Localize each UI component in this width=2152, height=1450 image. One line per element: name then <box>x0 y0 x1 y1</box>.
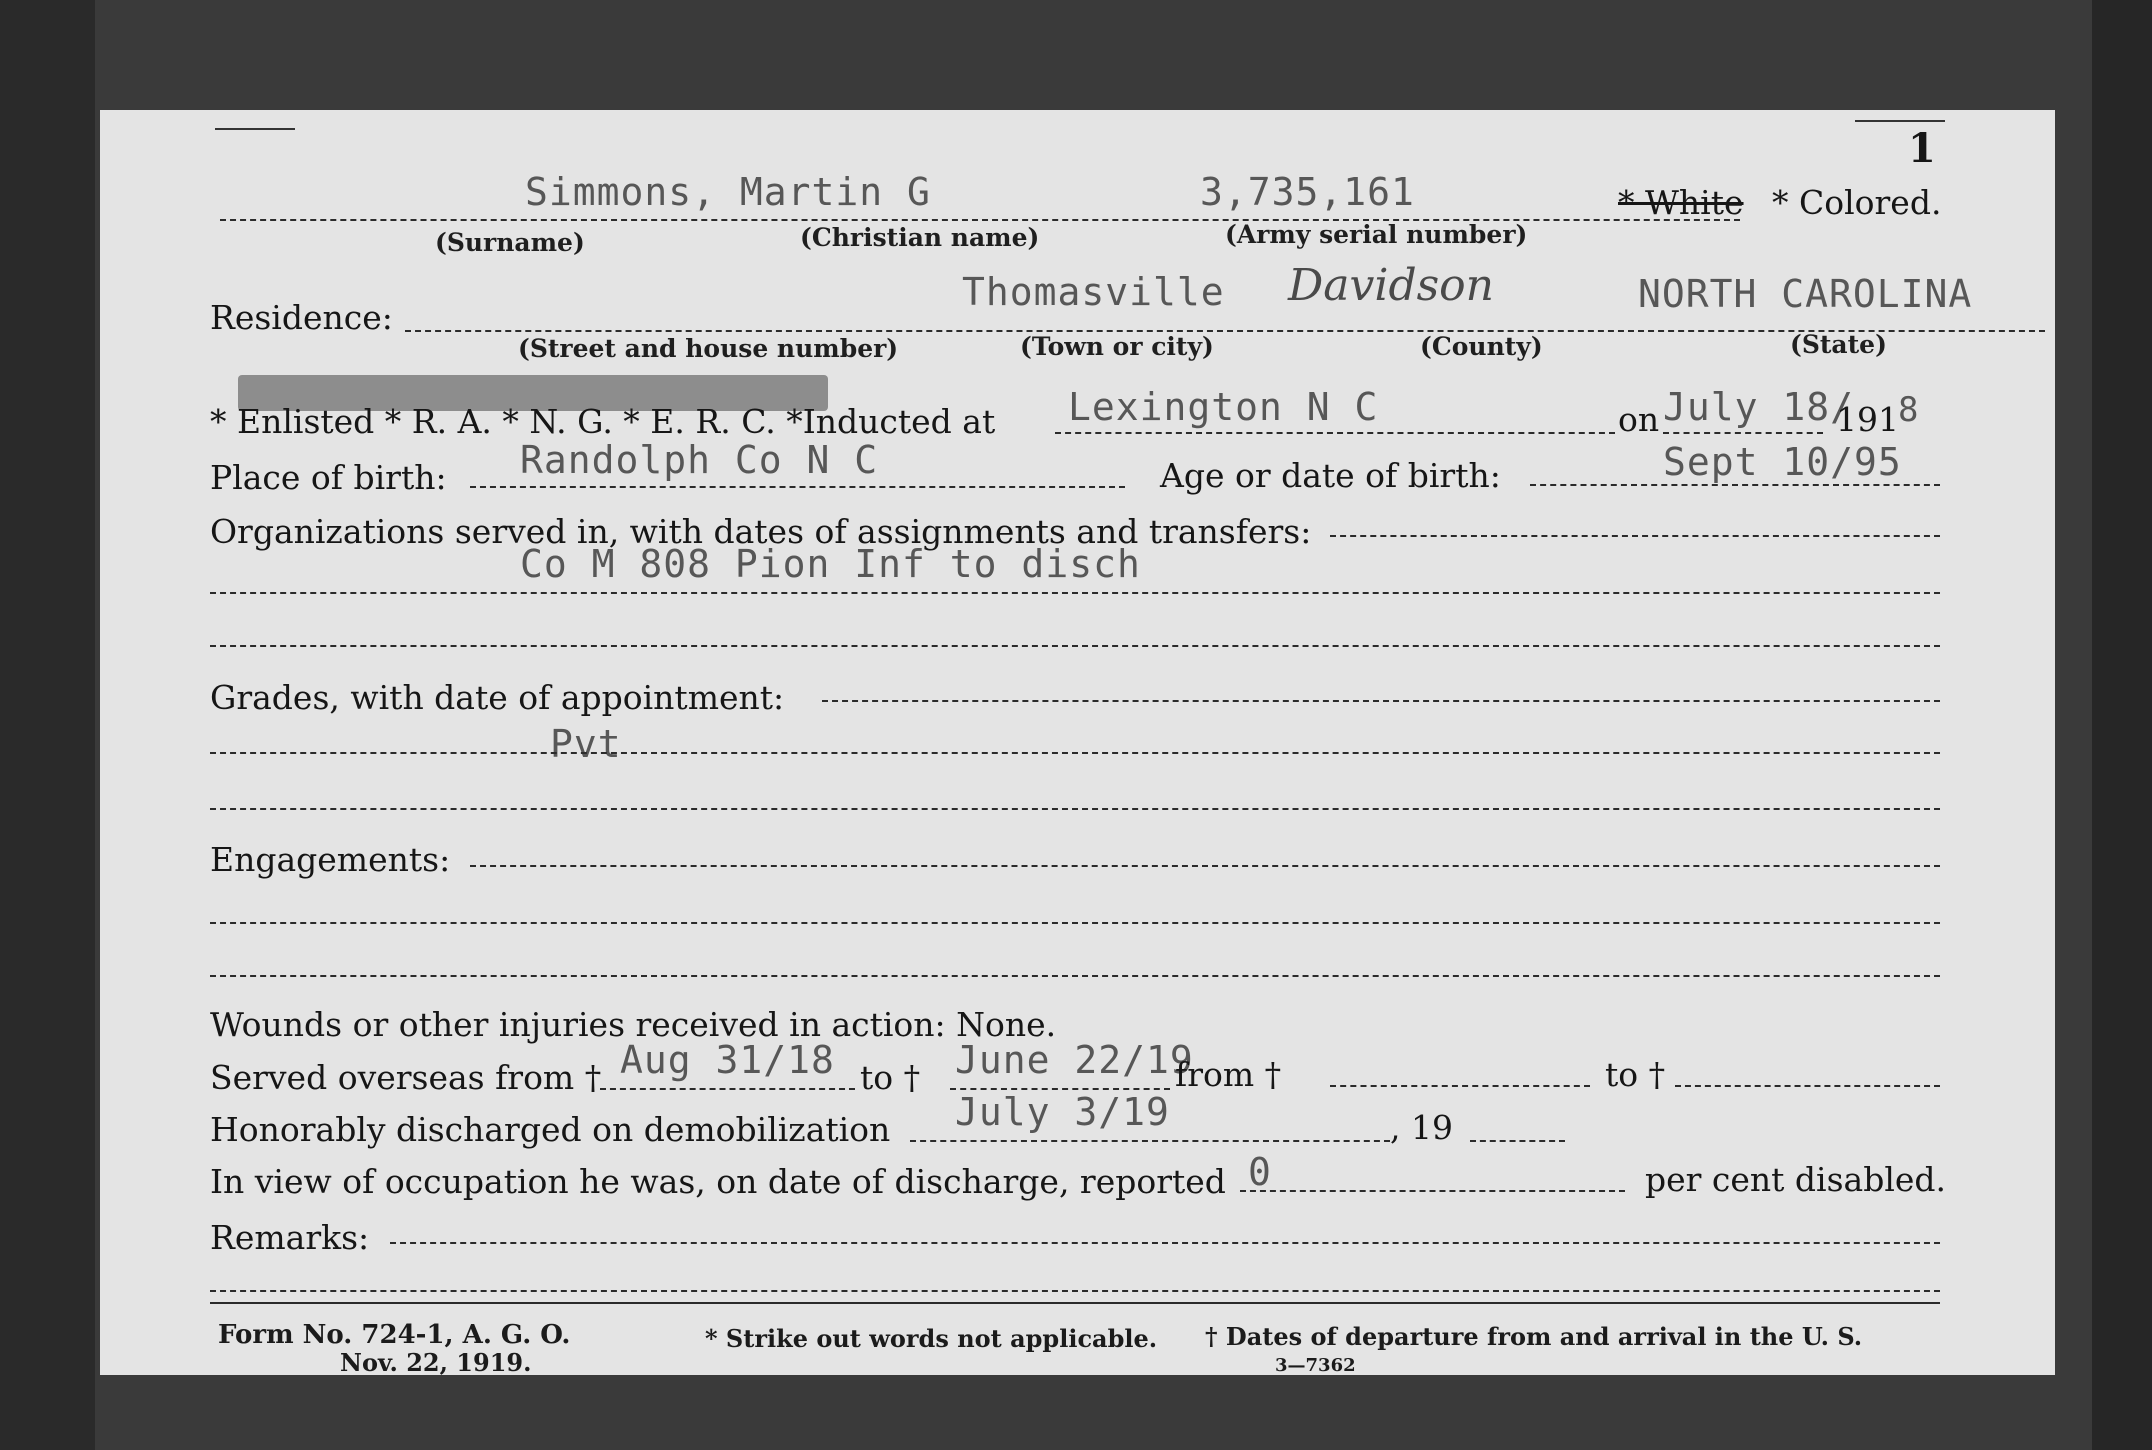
engagements-label: Engagements: <box>210 840 451 879</box>
form-date: Nov. 22, 1919. <box>340 1348 532 1377</box>
grades-line-2 <box>210 752 1940 754</box>
form-number: Form No. 724-1, A. G. O. <box>218 1320 571 1350</box>
strike-note: * Strike out words not applicable. <box>705 1324 1158 1353</box>
disability-suffix: per cent disabled. <box>1645 1160 1947 1199</box>
organizations-line-2 <box>210 592 1940 594</box>
engagements-line-1 <box>470 865 1940 867</box>
enlisted-label: * Enlisted * R. A. * N. G. * E. R. C. *Inducted at <box>210 402 996 441</box>
induction-year-prefix: 191 <box>1836 400 1899 439</box>
caption-serial-number: (Army serial number) <box>1225 220 1528 249</box>
caption-town: (Town or city) <box>1020 332 1214 361</box>
dates-note: † Dates of departure from and arrival in the U. S. <box>1205 1322 1863 1351</box>
grades-label: Grades, with date of appointment: <box>210 678 785 717</box>
form-code: 3—7362 <box>1275 1355 1356 1376</box>
caption-county: (County) <box>1420 332 1543 361</box>
discharge-line <box>910 1140 1390 1142</box>
grades-line-3 <box>210 808 1940 810</box>
overseas-to-date: June 22/19 <box>955 1038 1194 1082</box>
organizations-label: Organizations served in, with dates of assignments and transfers: <box>210 512 1312 551</box>
disability-label: In view of occupation he was, on date of discharge, reported <box>210 1162 1226 1201</box>
birth-place-label: Place of birth: <box>210 458 447 497</box>
discharge-label: Honorably discharged on demobilization <box>210 1110 891 1149</box>
corner-mark <box>1855 120 1945 122</box>
residence-state: NORTH CAROLINA <box>1638 272 1973 316</box>
organizations-line-3 <box>210 645 1940 647</box>
grades-value: Pvt <box>550 722 622 766</box>
engagements-line-3 <box>210 975 1940 977</box>
caption-surname: (Surname) <box>435 228 585 257</box>
scan-background-left <box>0 0 95 1450</box>
card-number: 1 <box>1908 125 1936 172</box>
induction-place-line <box>1055 432 1615 434</box>
footer-rule <box>210 1302 1940 1304</box>
surname-name-value: Simmons, Martin G <box>525 170 931 214</box>
birth-date-line <box>1530 484 1940 486</box>
induction-year-suffix: 8 <box>1898 390 1920 430</box>
caption-state: (State) <box>1790 330 1887 359</box>
organizations-value: Co M 808 Pion Inf to disch <box>520 542 1141 586</box>
race-colored: * Colored. <box>1772 183 1942 222</box>
overseas-from-date: Aug 31/18 <box>620 1038 835 1082</box>
discharge-date: July 3/19 <box>955 1090 1170 1134</box>
residence-label: Residence: <box>210 298 393 337</box>
serial-number-value: 3,735,161 <box>1200 170 1415 214</box>
scan-background-right <box>2092 0 2152 1450</box>
overseas-to2-line <box>1675 1085 1940 1087</box>
overseas-from2-line <box>1330 1085 1590 1087</box>
birth-place-line <box>470 486 1125 488</box>
caption-christian-name: (Christian name) <box>800 223 1040 252</box>
induction-place: Lexington N C <box>1068 385 1379 429</box>
birth-date-value: Sept 10/95 <box>1663 440 1902 484</box>
disability-value: 0 <box>1248 1150 1272 1194</box>
overseas-label: Served overseas from † <box>210 1058 602 1097</box>
remarks-line-1 <box>390 1242 1940 1244</box>
wounds-label: Wounds or other injuries received in action: None. <box>210 1005 1057 1044</box>
induction-date-line <box>1663 432 1823 434</box>
induction-on-label: on <box>1618 400 1660 439</box>
remarks-line-2 <box>210 1290 1940 1292</box>
residence-town: Thomasville <box>962 270 1225 314</box>
overseas-from-line <box>600 1088 855 1090</box>
birth-place-value: Randolph Co N C <box>520 438 879 482</box>
race-white: * White <box>1618 183 1744 222</box>
disability-line <box>1240 1190 1625 1192</box>
service-record-card <box>100 110 2055 1375</box>
overseas-to-label: to † <box>860 1058 921 1097</box>
induction-date: July 18/ <box>1663 385 1855 429</box>
engagements-line-2 <box>210 922 1940 924</box>
overseas-from2-label: from † <box>1175 1055 1282 1094</box>
corner-mark <box>215 128 295 130</box>
organizations-line-1 <box>1330 535 1940 537</box>
birth-date-label: Age or date of birth: <box>1160 456 1501 495</box>
discharge-year-label: , 19 <box>1390 1108 1453 1147</box>
overseas-to2-label: to † <box>1605 1055 1666 1094</box>
residence-county: Davidson <box>1288 260 1495 311</box>
caption-street: (Street and house number) <box>518 334 899 363</box>
remarks-label: Remarks: <box>210 1218 370 1257</box>
grades-line-1 <box>822 700 1940 702</box>
discharge-year-line <box>1470 1140 1565 1142</box>
